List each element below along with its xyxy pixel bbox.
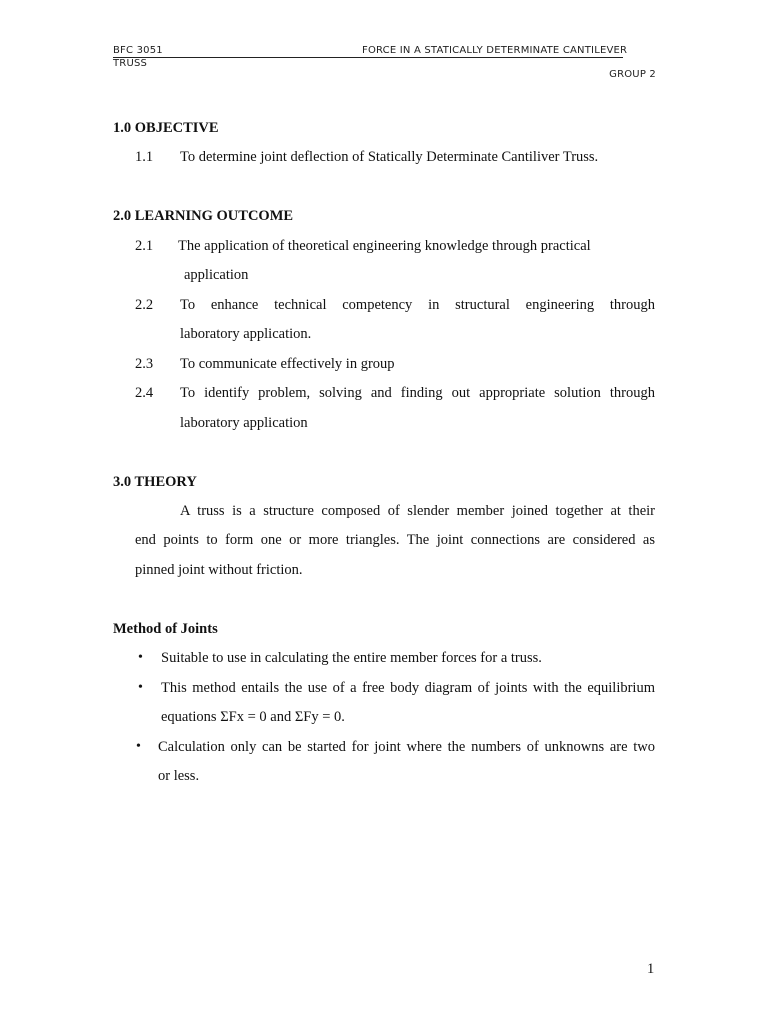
- theory-paragraph-line: pinned joint without friction.: [135, 562, 303, 578]
- theory-paragraph-line: A truss is a structure composed of slender member joined together at their: [180, 503, 655, 519]
- page-number: 1: [647, 961, 655, 977]
- outcome-item-number: 2.2: [135, 297, 154, 313]
- outcome-item-text-continued: laboratory application: [180, 415, 308, 431]
- outcome-item-text: To enhance technical competency in structural engineering through: [180, 297, 655, 313]
- outcome-item-number: 2.1: [135, 238, 154, 254]
- outcome-item-text: To communicate effectively in group: [180, 356, 395, 372]
- theory-paragraph-line: end points to form one or more triangles. The joint connections are considered as: [135, 532, 655, 548]
- outcome-item-number: 2.4: [135, 385, 154, 401]
- method-bullet-text: Calculation only can be started for joint where the numbers of unknowns are two: [158, 739, 655, 755]
- learning-outcome-heading: 2.0 LEARNING OUTCOME: [113, 208, 294, 224]
- outcome-item-text-continued: laboratory application.: [180, 326, 312, 342]
- method-bullet-text: Suitable to use in calculating the entire member forces for a truss.: [161, 650, 542, 666]
- method-bullet-text: This method entails the use of a free body diagram of joints with the equilibrium: [161, 680, 655, 696]
- document-title-continued: TRUSS: [113, 58, 148, 69]
- outcome-item-text: The application of theoretical engineering knowledge through practical: [178, 238, 591, 254]
- objective-item-text: To determine joint deflection of Statically Determinate Cantiliver Truss.: [180, 149, 599, 165]
- outcome-item-text: To identify problem, solving and finding out appropriate solution through: [180, 385, 655, 401]
- group-label: GROUP 2: [609, 69, 656, 80]
- bullet-icon: •: [138, 680, 143, 695]
- course-code: BFC 3051: [113, 45, 163, 56]
- bullet-icon: •: [138, 650, 143, 665]
- outcome-item-text-continued: application: [184, 267, 249, 283]
- method-bullet-text-continued: equations ΣFx = 0 and ΣFy = 0.: [161, 709, 345, 725]
- objective-heading: 1.0 OBJECTIVE: [113, 120, 219, 136]
- method-bullet-text-continued: or less.: [158, 768, 200, 784]
- objective-item-number: 1.1: [135, 149, 154, 165]
- outcome-item-number: 2.3: [135, 356, 154, 372]
- theory-heading: 3.0 THEORY: [113, 474, 197, 490]
- document-title: FORCE IN A STATICALLY DETERMINATE CANTILEVER: [362, 45, 628, 56]
- header-rule: [113, 57, 623, 58]
- bullet-icon: •: [136, 739, 141, 754]
- method-heading: Method of Joints: [113, 621, 218, 637]
